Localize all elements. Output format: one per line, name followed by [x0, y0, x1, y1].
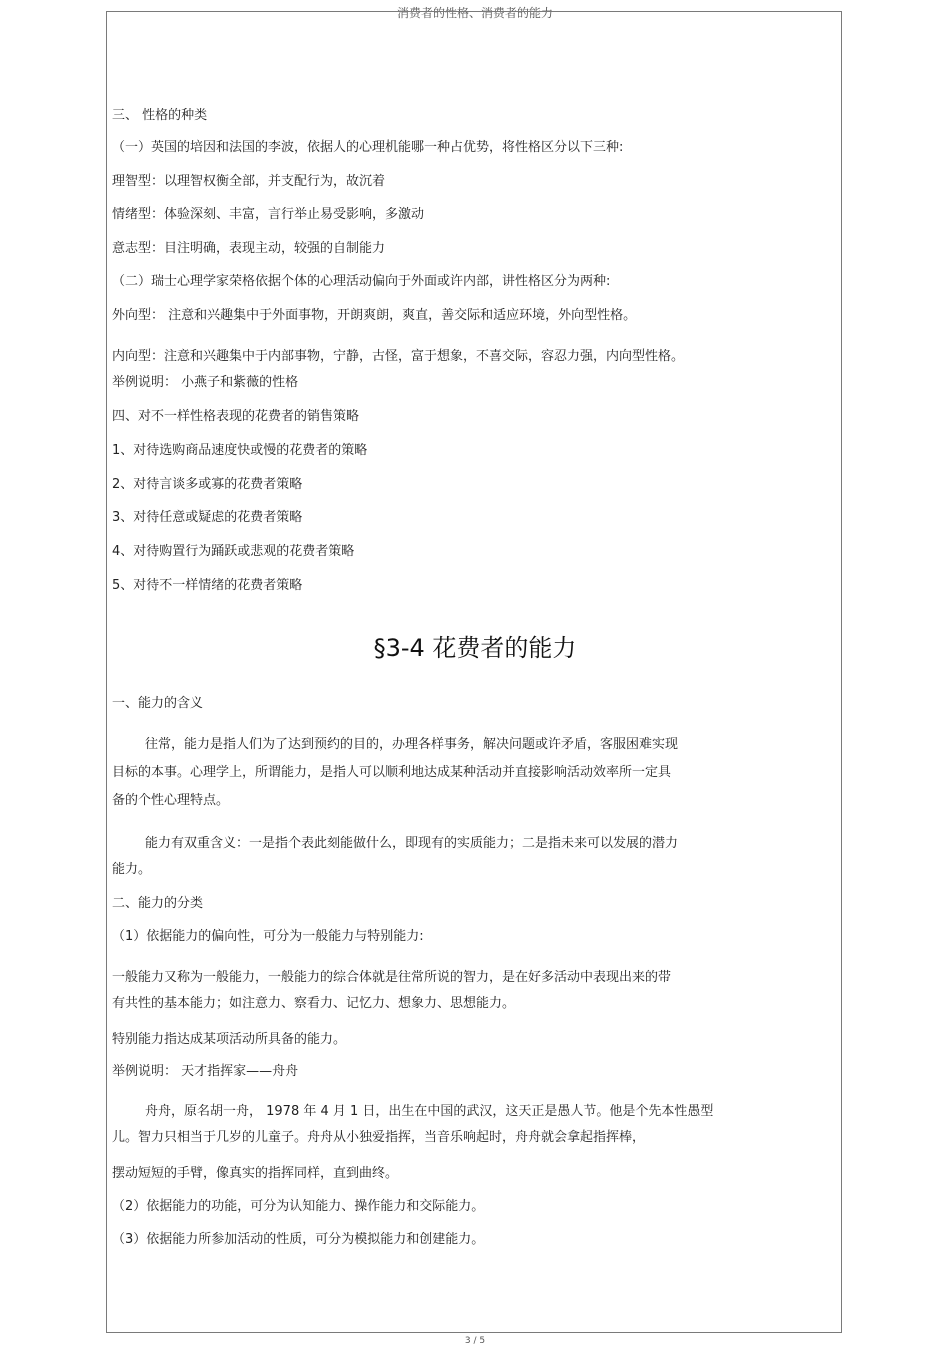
heading-sales-strategy: 四、对不一样性格表现的花费者的销售策略: [112, 409, 360, 424]
paragraph-line: 一般能力又称为一般能力，一般能力的综合体就是往常所说的智力，是在好多活动中表现出来的带: [112, 970, 672, 985]
list-item: 4、对待购置行为踊跃或悲观的花费者策略: [112, 544, 355, 559]
list-item: 5、对待不一样情绪的花费者策略: [112, 578, 303, 593]
list-item: 1、对待选购商品速度快或慢的花费者的策略: [112, 443, 368, 458]
paragraph-line: 备的个性心理特点。: [112, 793, 230, 808]
paragraph-line: 摆动短短的手臂，像真实的指挥同样，直到曲终。: [112, 1166, 399, 1181]
paragraph-line: （1）依据能力的偏向性，可分为一般能力与特别能力:: [112, 929, 424, 944]
paragraph-line: 特别能力指达成某项活动所具备的能力。: [112, 1032, 347, 1047]
paragraph-line: （一）英国的培因和法国的李波，依据人的心理机能哪一种占优势，将性格区分以下三种:: [112, 140, 624, 155]
paragraph-line: （2）依据能力的功能，可分为认知能力、操作能力和交际能力。: [112, 1199, 485, 1214]
paragraph-line: 舟舟，原名胡一舟， 1978 年 4 月 1 日，出生在中国的武汉，这天正是愚人节。他是个先本性愚型: [145, 1104, 714, 1119]
paragraph-line: 意志型：目注明确，表现主动，较强的自制能力: [112, 241, 386, 256]
paragraph-line: 情绪型：体验深刻、丰富，言行举止易受影响，多激动: [112, 207, 425, 222]
paragraph-line: 往常，能力是指人们为了达到预约的目的，办理各样事务，解决问题或许矛盾，客服困难实现: [145, 737, 679, 752]
paragraph-line: 能力。: [112, 862, 152, 877]
paragraph-line: 能力有双重含义：一是指个表此刻能做什么，即现有的实质能力；二是指未来可以发展的潜力: [145, 836, 679, 851]
paragraph-line: 举例说明： 小燕子和紫薇的性格: [112, 375, 299, 390]
list-item: 2、对待言谈多或寡的花费者策略: [112, 477, 303, 492]
paragraph-line: 儿。智力只相当于几岁的儿童子。舟舟从小独爱指挥，当音乐响起时，舟舟就会拿起指挥棒，: [112, 1130, 646, 1145]
page-number: 3 / 5: [464, 1336, 486, 1346]
paragraph-line: （二）瑞士心理学家荣格依据个体的心理活动偏向于外面或许内部，讲性格区分为两种:: [112, 274, 611, 289]
heading-ability-meaning: 一、能力的含义: [112, 696, 204, 711]
paragraph-line: 有共性的基本能力；如注意力、察看力、记忆力、想象力、思想能力。: [112, 996, 516, 1011]
paragraph-line: 内向型：注意和兴趣集中于内部事物，宁静，古怪，富于想象，不喜交际，容忍力强，内向型性格。: [112, 349, 685, 364]
section-title: §3-4 花费者的能力: [373, 634, 577, 662]
paragraph-line: 举例说明： 天才指挥家——舟舟: [112, 1064, 299, 1079]
paragraph-line: （3）依据能力所参加活动的性质，可分为模拟能力和创建能力。: [112, 1232, 485, 1247]
paragraph-line: 目标的本事。心理学上，所谓能力，是指人可以顺利地达成某种活动并直接影响活动效率所一定具: [112, 765, 672, 780]
paragraph-line: 外向型： 注意和兴趣集中于外面事物，开朗爽朗，爽直，善交际和适应环境，外向型性格。: [112, 308, 637, 323]
heading-character-types: 三、 性格的种类: [112, 108, 208, 123]
heading-ability-classification: 二、能力的分类: [112, 896, 204, 911]
list-item: 3、对待任意或疑虑的花费者策略: [112, 510, 303, 525]
paragraph-line: 理智型：以理智权衡全部，并支配行为，故沉着: [112, 174, 386, 189]
page-header: 消费者的性格、消费者的能力: [396, 6, 553, 20]
